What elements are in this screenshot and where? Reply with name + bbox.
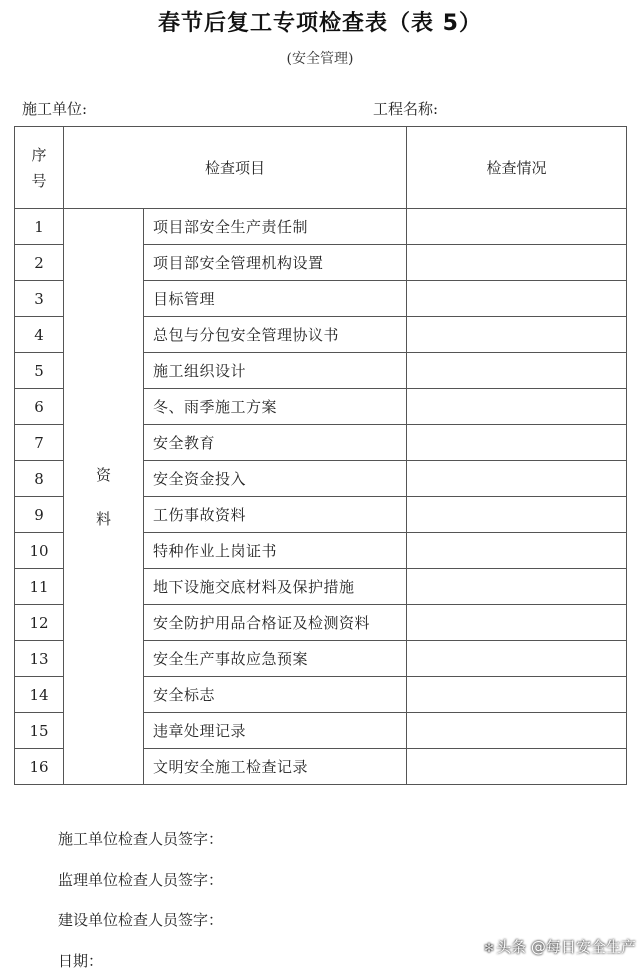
table-body <box>15 209 627 785</box>
page-title: 春节后复工专项检查表（表 5） <box>158 11 482 36</box>
watermark-text: 头条 @每日安全生产 <box>496 938 636 956</box>
check-item: 目标管理 <box>144 281 407 317</box>
row-number: 15 <box>15 713 64 749</box>
check-status-cell[interactable] <box>407 533 627 569</box>
check-item: 地下设施交底材料及保护措施 <box>144 569 407 605</box>
row-number: 3 <box>15 281 64 317</box>
check-item: 安全资金投入 <box>144 461 407 497</box>
category-cell <box>64 209 144 785</box>
table-row <box>15 209 627 245</box>
check-status-cell[interactable] <box>407 605 627 641</box>
row-number: 14 <box>15 677 64 713</box>
check-item: 施工组织设计 <box>144 353 407 389</box>
check-status-cell[interactable] <box>407 713 627 749</box>
owner-signature-label: 建设单位检查人员签字： <box>58 911 224 929</box>
watermark <box>484 936 636 957</box>
inspection-table <box>14 126 627 785</box>
row-number: 5 <box>15 353 64 389</box>
check-item: 安全教育 <box>144 425 407 461</box>
check-status-cell[interactable] <box>407 317 627 353</box>
row-number: 9 <box>15 497 64 533</box>
check-item: 项目部安全管理机构设置 <box>144 245 407 281</box>
check-status-cell[interactable] <box>407 389 627 425</box>
row-number: 1 <box>15 209 64 245</box>
check-status-cell[interactable] <box>407 749 627 785</box>
check-item: 总包与分包安全管理协议书 <box>144 317 407 353</box>
check-item: 违章处理记录 <box>144 713 407 749</box>
header-no: 序 号 <box>15 127 64 209</box>
check-item: 项目部安全生产责任制 <box>144 209 407 245</box>
table-header-row <box>15 127 627 209</box>
contractor-signature-label: 施工单位检查人员签字： <box>58 830 224 848</box>
row-number: 8 <box>15 461 64 497</box>
check-status-cell[interactable] <box>407 641 627 677</box>
check-item: 安全生产事故应急预案 <box>144 641 407 677</box>
check-item: 特种作业上岗证书 <box>144 533 407 569</box>
check-status-cell[interactable] <box>407 569 627 605</box>
check-item: 工伤事故资料 <box>144 497 407 533</box>
check-status-cell[interactable] <box>407 461 627 497</box>
check-item: 安全防护用品合格证及检测资料 <box>144 605 407 641</box>
construction-unit-label: 施工单位: <box>22 100 88 118</box>
check-item: 文明安全施工检查记录 <box>144 749 407 785</box>
row-number: 7 <box>15 425 64 461</box>
check-status-cell[interactable] <box>407 281 627 317</box>
header-status: 检查情况 <box>407 127 627 209</box>
row-number: 10 <box>15 533 64 569</box>
check-status-cell[interactable] <box>407 353 627 389</box>
row-number: 12 <box>15 605 64 641</box>
header-item: 检查项目 <box>64 127 407 209</box>
check-status-cell[interactable] <box>407 497 627 533</box>
check-item: 冬、雨季施工方案 <box>144 389 407 425</box>
row-number: 11 <box>15 569 64 605</box>
watermark-icon: ✻ <box>484 941 495 955</box>
row-number: 6 <box>15 389 64 425</box>
row-number: 16 <box>15 749 64 785</box>
check-status-cell[interactable] <box>407 677 627 713</box>
row-number: 4 <box>15 317 64 353</box>
project-name-label: 工程名称: <box>373 100 439 118</box>
check-status-cell[interactable] <box>407 209 627 245</box>
check-item: 安全标志 <box>144 677 407 713</box>
page-subtitle: (安全管理) <box>286 51 354 67</box>
supervisor-signature-label: 监理单位检查人员签字： <box>58 871 224 889</box>
date-label: 日期： <box>58 952 104 970</box>
row-number: 13 <box>15 641 64 677</box>
check-status-cell[interactable] <box>407 425 627 461</box>
category-label: 资 料 <box>95 465 111 528</box>
check-status-cell[interactable] <box>407 245 627 281</box>
row-number: 2 <box>15 245 64 281</box>
